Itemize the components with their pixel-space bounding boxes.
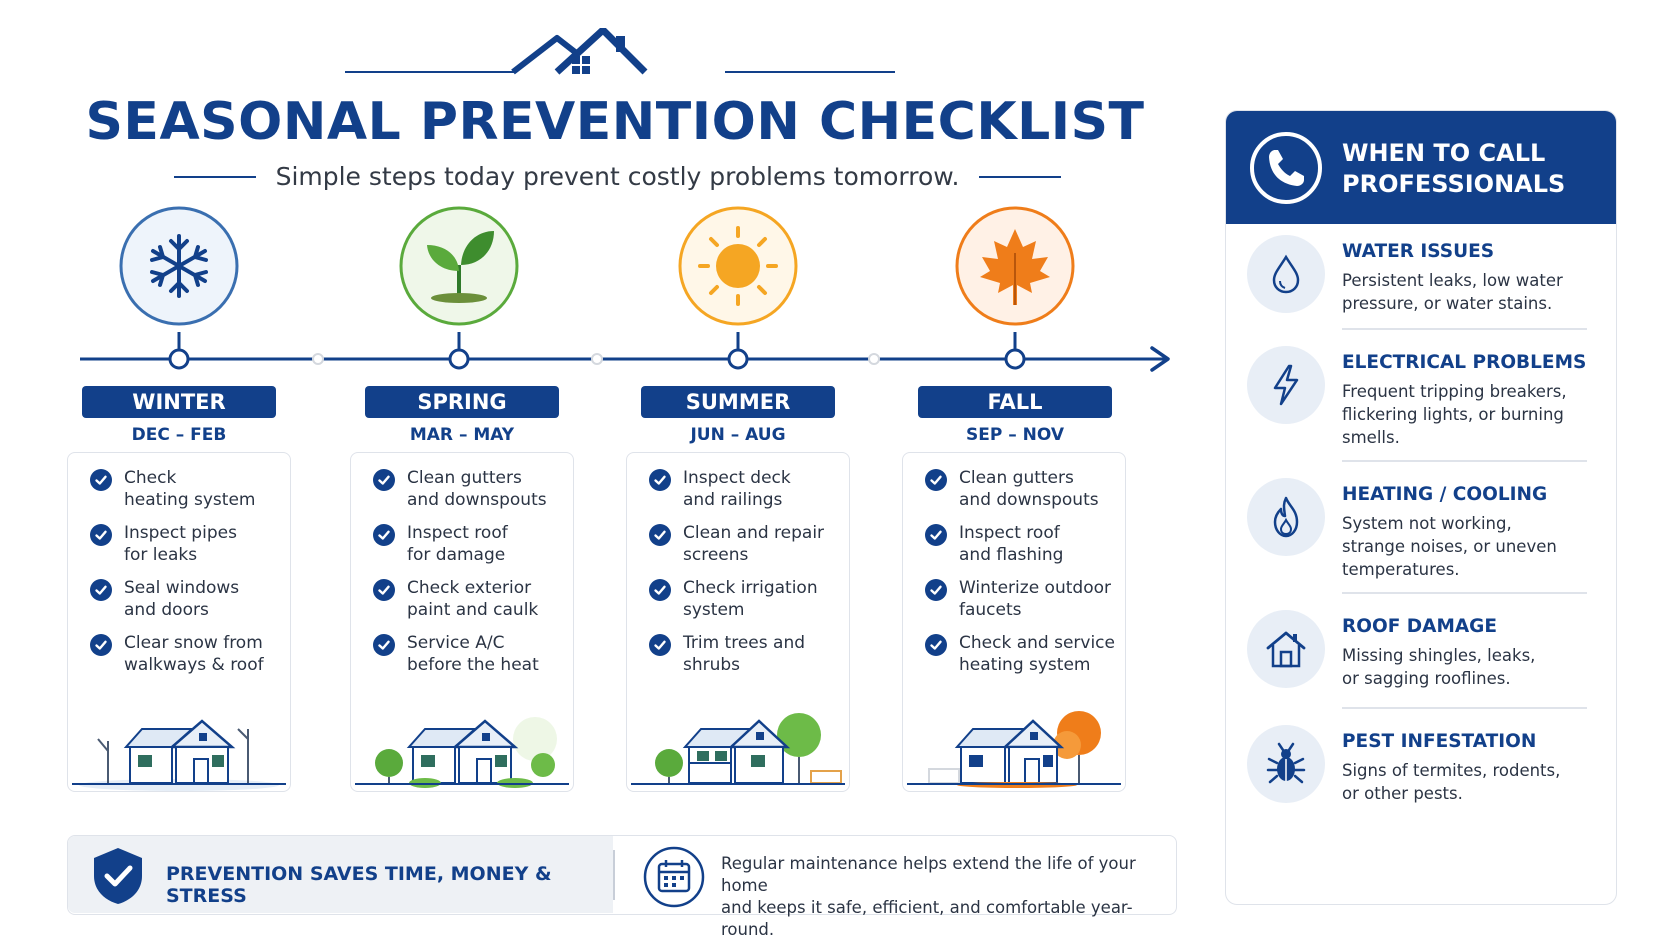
professionals-title-line-1: WHEN TO CALL <box>1342 139 1546 167</box>
checklist-item-text <box>959 522 1129 566</box>
season-card-fall <box>902 452 1126 792</box>
checklist-item-text <box>124 522 294 566</box>
checklist-item-line: heating system <box>959 655 1091 675</box>
professional-item-line: Persistent leaks, low water <box>1342 271 1563 290</box>
professional-item-divider <box>1342 328 1587 330</box>
water-drop-icon <box>1247 235 1325 313</box>
check-circle-icon <box>925 579 947 601</box>
check-circle-icon <box>90 579 112 601</box>
page-title: SEASONAL PREVENTION CHECKLIST <box>85 92 1145 152</box>
checklist-item-line: walkways & roof <box>124 655 264 675</box>
season-label-summer: SUMMER <box>641 386 835 418</box>
checklist-item-text <box>683 467 853 511</box>
professional-item-description <box>1342 269 1592 315</box>
checklist-item <box>90 467 294 511</box>
checklist-item <box>925 467 1129 511</box>
professional-item-heading: ROOF DAMAGE <box>1342 616 1498 637</box>
spring-house-illustration <box>355 699 569 791</box>
checklist-item-line: and downspouts <box>959 490 1099 510</box>
footer-left-panel <box>68 836 613 913</box>
checklist-item <box>649 522 853 566</box>
subtitle-row <box>170 162 1065 191</box>
professional-item-line: Frequent tripping breakers, <box>1342 382 1567 401</box>
professional-item-line: pressure, or water stains. <box>1342 294 1553 313</box>
checklist-item-line: Inspect pipes <box>124 523 237 543</box>
checklist-item-text <box>959 632 1129 676</box>
professionals-header <box>1226 111 1617 224</box>
season-label-winter: WINTER <box>82 386 276 418</box>
professional-item-line: Missing shingles, leaks, <box>1342 646 1536 665</box>
page-subtitle: Simple steps today prevent costly problems tomorrow. <box>275 162 960 191</box>
checklist-item-text <box>407 577 577 621</box>
checklist-item-line: Inspect roof <box>407 523 508 543</box>
phone-icon <box>1248 130 1324 206</box>
checklist-item-text <box>959 577 1129 621</box>
subtitle-rule-right <box>979 176 1061 178</box>
checklist-item-text <box>407 522 577 566</box>
professionals-title-line-2: PROFESSIONALS <box>1342 170 1566 198</box>
checklist-item <box>90 522 294 566</box>
checklist-item-text <box>124 467 294 511</box>
season-card-winter <box>67 452 291 792</box>
house-logo-icon <box>345 28 895 82</box>
check-circle-icon <box>925 469 947 491</box>
checklist-item <box>373 522 577 566</box>
checklist-item-text <box>683 522 853 566</box>
checklist-item <box>90 632 294 676</box>
checklist-item-line: Trim trees and <box>683 633 806 653</box>
checklist-item-text <box>959 467 1129 511</box>
professional-item-line: or other pests. <box>1342 784 1463 803</box>
professional-item-divider <box>1342 460 1587 462</box>
check-circle-icon <box>649 469 671 491</box>
checklist-item <box>90 577 294 621</box>
season-months-summer: JUN – AUG <box>690 425 786 445</box>
checklist-item-line: Clean gutters <box>959 468 1074 488</box>
checklist-item-line: faucets <box>959 600 1022 620</box>
checklist-item-text <box>407 632 577 676</box>
footer-note-line-2: and keeps it safe, efficient, and comfortable year-round. <box>721 898 1133 939</box>
checklist-item-line: and flashing <box>959 545 1064 565</box>
checklist-item-text <box>683 632 853 676</box>
checklist-item-text <box>683 577 853 621</box>
sun-icon <box>680 208 796 351</box>
season-months-spring: MAR – MAY <box>409 425 515 445</box>
professional-item-line: or sagging rooflines. <box>1342 669 1511 688</box>
professional-item-divider <box>1342 592 1587 594</box>
house-icon <box>1247 610 1325 688</box>
checklist-item-line: Inspect deck <box>683 468 791 488</box>
professionals-title <box>1342 138 1602 200</box>
checklist-item-line: Check exterior <box>407 578 532 598</box>
checklist-item <box>925 522 1129 566</box>
subtitle-rule-left <box>174 176 256 178</box>
checklist-item-line: screens <box>683 545 749 565</box>
professional-item-heading: ELECTRICAL PROBLEMS <box>1342 352 1587 373</box>
checklist-item <box>649 632 853 676</box>
calendar-icon <box>643 846 705 908</box>
check-circle-icon <box>90 634 112 656</box>
professional-item-divider <box>1342 707 1587 709</box>
checklist-item-line: Check <box>124 468 177 488</box>
professional-item-heading: PEST INFESTATION <box>1342 731 1537 752</box>
check-circle-icon <box>373 634 395 656</box>
checklist-item-line: and railings <box>683 490 783 510</box>
bug-icon <box>1247 725 1325 803</box>
check-circle-icon <box>373 579 395 601</box>
checklist-item-line: Clear snow from <box>124 633 263 653</box>
check-circle-icon <box>649 634 671 656</box>
checklist-item-line: for damage <box>407 545 506 565</box>
lightning-icon <box>1247 346 1325 424</box>
professional-item-line: temperatures. <box>1342 560 1460 579</box>
checklist-item-line: paint and caulk <box>407 600 539 620</box>
shield-check-icon <box>90 846 146 906</box>
checklist-item-line: system <box>683 600 745 620</box>
checklist-item-line: Clean gutters <box>407 468 522 488</box>
season-label-spring: SPRING <box>365 386 559 418</box>
checklist-item-line: Inspect roof <box>959 523 1060 543</box>
winter-house-illustration <box>72 699 286 791</box>
checklist-item-line: and downspouts <box>407 490 547 510</box>
sprout-icon <box>401 208 517 351</box>
professional-item-line: System not working, <box>1342 514 1512 533</box>
checklist-item-text <box>124 577 294 621</box>
footer-note-line-1: Regular maintenance helps extend the life of your home <box>721 854 1136 895</box>
professional-item-heading: WATER ISSUES <box>1342 241 1495 262</box>
checklist-item-line: shrubs <box>683 655 741 675</box>
checklist-item-line: Check and service <box>959 633 1115 653</box>
checklist-item-line: heating system <box>124 490 256 510</box>
checklist-item-line: Winterize outdoor <box>959 578 1111 598</box>
check-circle-icon <box>90 524 112 546</box>
maple-leaf-icon <box>957 208 1073 351</box>
checklist-item-line: for leaks <box>124 545 198 565</box>
check-circle-icon <box>373 469 395 491</box>
snowflake-icon <box>121 208 237 351</box>
checklist-item <box>649 467 853 511</box>
professional-item-description <box>1342 512 1592 581</box>
checklist-item <box>373 577 577 621</box>
flame-icon <box>1247 478 1325 556</box>
professional-item-line: flickering lights, or burning <box>1342 405 1564 424</box>
checklist-item-text <box>407 467 577 511</box>
check-circle-icon <box>649 524 671 546</box>
season-months-winter: DEC – FEB <box>131 425 227 445</box>
check-circle-icon <box>90 469 112 491</box>
checklist-item <box>373 467 577 511</box>
checklist-item-line: Seal windows <box>124 578 240 598</box>
check-circle-icon <box>649 579 671 601</box>
professional-item-description <box>1342 644 1592 690</box>
professional-item-description <box>1342 759 1592 805</box>
professional-item-line: smells. <box>1342 428 1400 447</box>
professional-item-description <box>1342 380 1592 449</box>
season-months-fall: SEP – NOV <box>965 425 1065 445</box>
professional-item-line: strange noises, or uneven <box>1342 537 1557 556</box>
summer-house-illustration <box>631 699 845 791</box>
checklist-item-line: before the heat <box>407 655 539 675</box>
season-label-fall: FALL <box>918 386 1112 418</box>
checklist-item <box>925 632 1129 676</box>
checklist-item <box>373 632 577 676</box>
checklist-item <box>649 577 853 621</box>
fall-house-illustration <box>907 699 1121 791</box>
checklist-item-line: Clean and repair <box>683 523 825 543</box>
footer-banner <box>67 835 1177 939</box>
season-card-spring <box>350 452 574 792</box>
checklist-item-line: and doors <box>124 600 209 620</box>
professionals-panel <box>1225 110 1617 905</box>
checklist-item <box>925 577 1129 621</box>
footer-note <box>721 853 1161 941</box>
footer-divider <box>613 850 615 900</box>
check-circle-icon <box>925 634 947 656</box>
check-circle-icon <box>925 524 947 546</box>
professional-item-line: Signs of termites, rodents, <box>1342 761 1561 780</box>
checklist-item-line: Service A/C <box>407 633 505 653</box>
check-circle-icon <box>373 524 395 546</box>
checklist-item-line: Check irrigation <box>683 578 818 598</box>
professional-item-heading: HEATING / COOLING <box>1342 484 1548 505</box>
footer-slogan: PREVENTION SAVES TIME, MONEY & STRESS <box>166 863 552 907</box>
season-card-summer <box>626 452 850 792</box>
checklist-item-text <box>124 632 294 676</box>
